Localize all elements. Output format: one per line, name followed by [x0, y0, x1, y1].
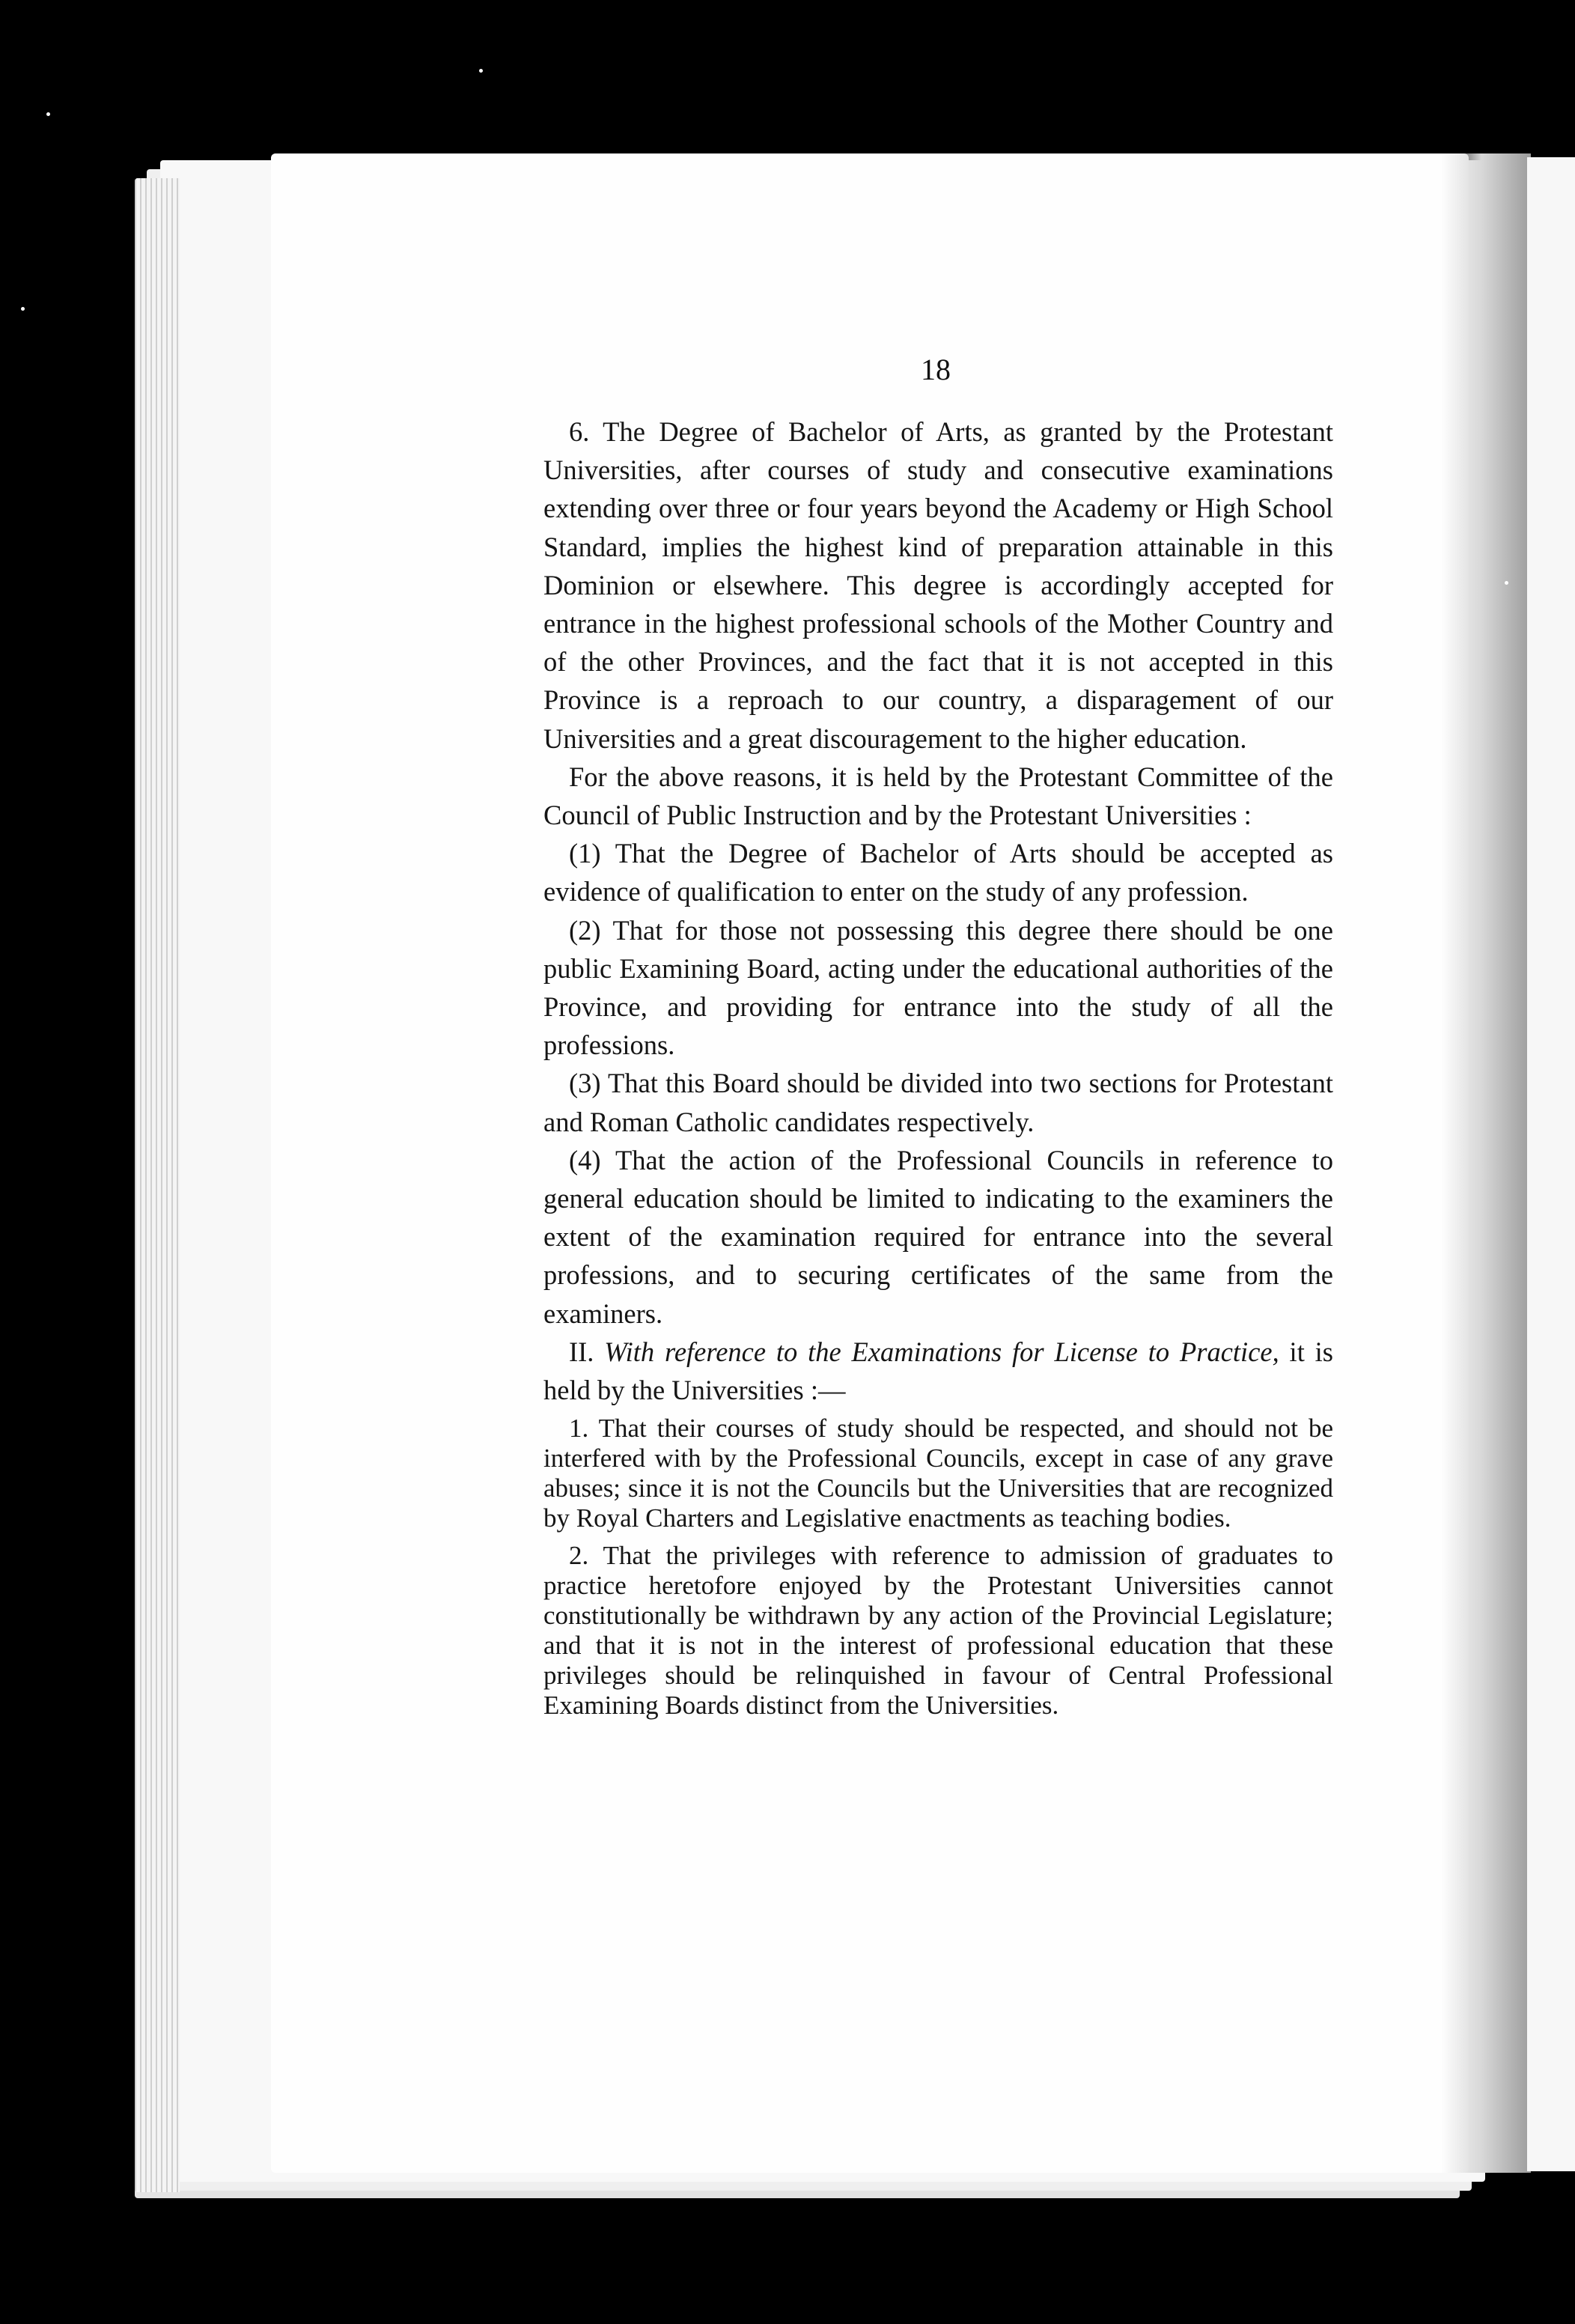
university-point-2: 2. That the privileges with reference to admission of graduates to practice heretofore enjoyed by the Protestant Universities cannot constitutionally be withdrawn by any action of the Provincial Legislature; and that it is not in the interest of professional education that these privileges should be relinquished in favour of Central Professional Examining Boards distinct from the Universities.	[543, 1541, 1333, 1721]
section-ii-italic-title: With reference to the Examinations for License to Practice,	[604, 1336, 1279, 1367]
resolution-3: (3) That this Board should be divided into two sections for Protestant and Roman Catholic candidates respectively.	[543, 1068, 1333, 1137]
paragraph-reasons: For the above reasons, it is held by the Protestant Committee of the Council of Public Instruction and by the Protestant Universities :	[543, 761, 1333, 831]
page-stack-edges	[135, 178, 180, 2192]
page-body	[543, 413, 1333, 1721]
section-ii-rest: it is held by the Universities :—	[543, 1336, 1333, 1406]
scan-speck	[1505, 581, 1508, 585]
resolution-2: (2) That for those not possessing this degree there should be one public Examining Board, acting under the educational authorities of the Province, and providing for entrance into the study of all the professions.	[543, 914, 1333, 1061]
resolution-4: (4) That the action of the Professional Councils in reference to general education should be limited to indicating to the examiners the extent of the examination required for entrance into the several professions, and to securing certificates of the same from the examiners.	[543, 1144, 1333, 1329]
section-ii-heading	[543, 1333, 1333, 1409]
paragraph-degree: 6. The Degree of Bachelor of Arts, as granted by the Protestant Universities, after courses of study and consecutive examinations extending over three or four years beyond the Academy or High School Standard, implies the highest kind of preparation attainable in this Dominion or elsewhere. This degree is accordingly accepted for entrance in the highest professional schools of the Mother Country and of the other Provinces, and the fact that it is not accepted in this Province is a reproach to our country, a disparagement of our Universities and a great discouragement to the higher education.	[543, 416, 1333, 754]
page-number: 18	[921, 353, 951, 386]
scan-speck	[479, 69, 483, 73]
scan-speck	[46, 112, 50, 116]
scan-speck	[21, 307, 25, 311]
facing-page-edge	[1527, 157, 1575, 2171]
resolution-1: (1) That the Degree of Bachelor of Arts should be accepted as evidence of qualification to enter on the study of any profession.	[543, 838, 1333, 907]
spine-shadow	[1441, 153, 1531, 2173]
university-point-1: 1. That their courses of study should be respected, and should not be interfered with by the Professional Councils, except in case of any grave abuses; since it is not the Councils but the Universities that are recognized by Royal Charters and Legislative enactments as teaching bodies.	[543, 1414, 1333, 1533]
section-ii-number: II.	[569, 1336, 594, 1367]
